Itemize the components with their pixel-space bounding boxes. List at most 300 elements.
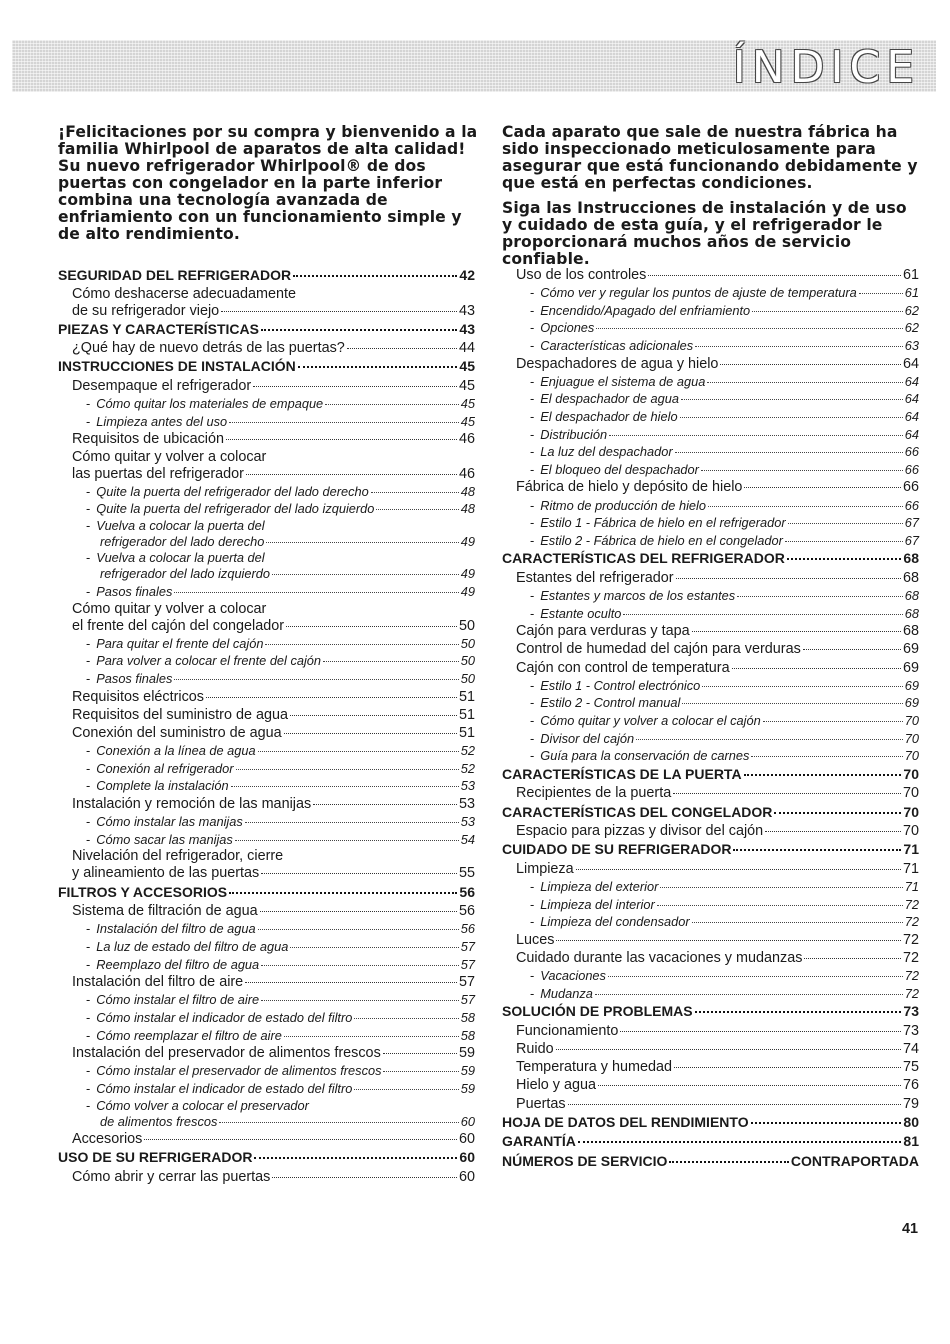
intro-paragraph-2: Siga las Instrucciones de instalación y de uso y cuidado de esta guía, y el refrigerador le proporcionará muchos años de servicio confiable.: [502, 199, 907, 268]
dot-leader: [785, 541, 903, 542]
toc-entry[interactable]: [58, 617, 475, 635]
toc-entry[interactable]: [502, 822, 919, 840]
toc-entry[interactable]: [58, 339, 475, 357]
toc-entry-title: Instalación del preservador de alimentos frescos: [72, 1045, 381, 1062]
dot-leader: [751, 756, 902, 757]
dot-leader: [682, 703, 902, 704]
toc-entry-title: Control de humedad del cajón para verduras: [516, 641, 801, 658]
toc-entry[interactable]: [502, 355, 919, 373]
toc-entry-title: FILTROS Y ACCESORIOS: [58, 883, 228, 900]
toc-entry[interactable]: [502, 569, 919, 587]
toc-entry[interactable]: [58, 565, 475, 583]
toc-entry[interactable]: [502, 860, 919, 878]
toc-page-number: 69: [904, 695, 919, 711]
toc-entry-title: Estilo 2 - Control manual: [540, 695, 681, 711]
toc-entry[interactable]: [58, 706, 475, 724]
toc-page-number: 70: [902, 823, 919, 839]
toc-entry[interactable]: [58, 742, 475, 760]
toc-entry[interactable]: [502, 1095, 919, 1113]
toc-page-number: 51: [458, 688, 475, 705]
dot-leader: [221, 311, 457, 312]
dash-marker: -: [86, 992, 91, 1008]
dash-marker: -: [86, 1009, 91, 1025]
toc-entry-title: Cajón para verduras y tapa: [516, 623, 690, 640]
dot-leader: [254, 1157, 457, 1159]
toc-entry[interactable]: [502, 443, 919, 461]
dash-marker: -: [530, 391, 535, 407]
toc-entry-title: Nivelación del refrigerador, cierre: [72, 848, 284, 865]
dash-marker: -: [530, 302, 535, 318]
toc-entry-title: Cómo instalar las manijas: [96, 814, 243, 830]
toc-entry[interactable]: [58, 973, 475, 991]
toc-entry[interactable]: [58, 1130, 475, 1148]
toc-entry-title: Instalación del filtro de agua: [96, 921, 256, 937]
toc-entry[interactable]: [502, 878, 919, 896]
dot-leader: [692, 922, 903, 923]
toc-section-heading[interactable]: [502, 549, 919, 569]
toc-page-number: 45: [459, 358, 475, 375]
toc-entry[interactable]: [502, 931, 919, 949]
toc-section-heading[interactable]: [502, 1113, 919, 1133]
toc-entry[interactable]: [502, 985, 919, 1003]
dot-leader: [596, 328, 902, 329]
toc-entry[interactable]: [58, 1080, 475, 1098]
dot-leader: [701, 470, 903, 471]
dash-marker: -: [530, 373, 535, 389]
dot-leader: [720, 364, 901, 365]
dot-leader: [229, 422, 459, 423]
toc-entry-line: [58, 286, 475, 302]
toc-entry[interactable]: [502, 302, 919, 320]
toc-entry-title: Cómo quitar y volver a colocar: [72, 448, 267, 465]
toc-entry-title: La luz del despachador: [540, 444, 673, 460]
toc-left-column: [58, 266, 475, 1186]
toc-section-heading[interactable]: [502, 1002, 919, 1022]
dot-leader: [258, 751, 459, 752]
dot-leader: [788, 523, 903, 524]
toc-page-number: 72: [902, 931, 919, 948]
toc-section-heading[interactable]: [58, 266, 475, 286]
toc-entry-title: Complete la instalación: [96, 778, 229, 794]
dot-leader: [258, 929, 459, 930]
toc-entry[interactable]: [502, 266, 919, 284]
toc-entry[interactable]: [502, 913, 919, 931]
toc-entry-title: Funcionamiento: [516, 1022, 619, 1039]
toc-page-number: 45: [460, 413, 475, 429]
toc-entry-title: SOLUCIÓN DE PROBLEMAS: [502, 1003, 693, 1020]
dot-leader: [144, 1139, 457, 1140]
toc-entry[interactable]: [502, 747, 919, 765]
toc-entry[interactable]: [502, 337, 919, 355]
toc-entry[interactable]: [58, 831, 475, 849]
dot-leader: [787, 558, 902, 560]
dash-marker: -: [530, 730, 535, 746]
toc-page-number: 49: [460, 584, 475, 600]
toc-page-number: 61: [902, 267, 919, 283]
toc-entry-title: Estante oculto: [540, 605, 622, 621]
toc-entry-title: Estantes del refrigerador: [516, 569, 674, 586]
toc-entry-title: Vacaciones: [540, 968, 606, 984]
toc-entry-title: Cómo instalar el indicador de estado del filtro: [96, 1009, 353, 1025]
dash-marker: -: [530, 444, 535, 460]
dash-marker: -: [530, 408, 535, 424]
toc-page-number: 43: [458, 302, 475, 319]
toc-entry[interactable]: [58, 724, 475, 742]
toc-page-number: 51: [458, 706, 475, 723]
toc-entry[interactable]: [502, 712, 919, 730]
toc-entry[interactable]: [58, 864, 475, 882]
toc-entry-title: El despachador de agua: [540, 391, 680, 407]
toc-entry[interactable]: [58, 377, 475, 395]
dot-leader: [674, 1067, 901, 1068]
toc-entry-title: Requisitos del suministro de agua: [72, 706, 288, 723]
dot-leader: [568, 1104, 901, 1105]
dot-leader: [556, 940, 901, 941]
dot-leader: [765, 831, 901, 832]
toc-page-number: 55: [458, 865, 475, 882]
toc-entry-line: [58, 550, 475, 565]
dash-marker: -: [86, 550, 91, 566]
toc-page-number: 42: [459, 267, 475, 283]
dot-leader: [774, 812, 901, 814]
toc-entry-title: Sistema de filtración de agua: [72, 903, 258, 920]
dot-leader: [323, 661, 459, 662]
toc-page-number: 48: [460, 501, 475, 517]
dash-marker: -: [86, 814, 91, 830]
toc-entry-title: Divisor del cajón: [540, 730, 635, 746]
toc-page-number: 70: [902, 785, 919, 802]
toc-entry-title: refrigerador del lado izquierdo: [100, 566, 271, 582]
toc-page-number: 45: [458, 377, 475, 394]
toc-page-number: 64: [902, 355, 919, 372]
toc-page-number: 51: [458, 725, 475, 742]
toc-section-heading[interactable]: [58, 1148, 475, 1168]
toc-entry-title: El despachador de hielo: [540, 408, 678, 424]
toc-entry[interactable]: [502, 659, 919, 677]
toc-entry-title: Instalación y remoción de las manijas: [72, 796, 312, 813]
toc-entry[interactable]: [502, 319, 919, 337]
toc-entry[interactable]: [58, 1113, 475, 1131]
toc-entry-title: SEGURIDAD DEL REFRIGERADOR: [58, 267, 292, 283]
toc-page-number: 66: [902, 479, 919, 496]
toc-entry-title: Conexión del suministro de agua: [72, 725, 282, 742]
toc-entry-title: Cómo instalar el indicador de estado del filtro: [96, 1080, 353, 1096]
header-banner: [12, 40, 936, 92]
toc-entry-title: las puertas del refrigerador: [72, 465, 244, 482]
toc-page-number: 68: [903, 550, 919, 567]
toc-entry-title: Instalación del filtro de aire: [72, 974, 244, 991]
toc-entry[interactable]: [502, 587, 919, 605]
dot-leader: [383, 1071, 458, 1072]
toc-entry[interactable]: [502, 622, 919, 640]
dot-leader: [284, 1036, 459, 1037]
toc-entry[interactable]: [58, 813, 475, 831]
dash-marker: -: [86, 938, 91, 954]
toc-entry[interactable]: [502, 390, 919, 408]
toc-entry[interactable]: [58, 1009, 475, 1027]
toc-entry[interactable]: [502, 1058, 919, 1076]
toc-entry[interactable]: [58, 670, 475, 688]
toc-entry-title: Cómo volver a colocar el preservador: [96, 1097, 309, 1113]
toc-page-number: 69: [904, 677, 919, 693]
dot-leader: [383, 1053, 457, 1054]
toc-entry-title: Quite la puerta del refrigerador del lado derecho: [96, 483, 369, 499]
dot-leader: [261, 329, 457, 331]
toc-entry[interactable]: [502, 949, 919, 967]
dash-marker: -: [86, 760, 91, 776]
dot-leader: [290, 947, 458, 948]
toc-page-number: 60: [459, 1149, 475, 1166]
toc-page-number: 57: [460, 992, 475, 1008]
toc-entry[interactable]: [58, 395, 475, 413]
dash-marker: -: [530, 532, 535, 548]
toc-entry[interactable]: [58, 1062, 475, 1080]
toc-entry[interactable]: [502, 694, 919, 712]
toc-entry[interactable]: [58, 430, 475, 448]
toc-page-number: 62: [904, 320, 919, 336]
dash-marker: -: [86, 778, 91, 794]
dot-leader: [608, 976, 903, 977]
toc-page-number: 73: [902, 1022, 919, 1039]
toc-entry[interactable]: [502, 1040, 919, 1058]
toc-entry-title: Estantes y marcos de los estantes: [540, 588, 736, 604]
toc-entry[interactable]: [58, 795, 475, 813]
toc-entry[interactable]: [502, 373, 919, 391]
toc-entry[interactable]: [58, 465, 475, 483]
toc-entry-title: ¿Qué hay de nuevo detrás de las puertas?: [72, 340, 345, 357]
toc-entry[interactable]: [58, 688, 475, 706]
dot-leader: [576, 869, 901, 870]
toc-entry[interactable]: [502, 497, 919, 515]
dash-marker: -: [530, 285, 535, 301]
dot-leader: [744, 487, 901, 488]
toc-entry[interactable]: [58, 635, 475, 653]
toc-entry[interactable]: [502, 1076, 919, 1094]
toc-entry[interactable]: [58, 483, 475, 501]
toc-entry-title: Encendido/Apagado del enfriamiento: [540, 302, 751, 318]
dot-leader: [219, 1122, 458, 1123]
toc-page-number: 70: [904, 713, 919, 729]
toc-entry[interactable]: [502, 478, 919, 496]
dot-leader: [293, 275, 457, 277]
toc-section-heading[interactable]: [58, 357, 475, 377]
toc-entry[interactable]: [502, 784, 919, 802]
toc-page-number: 59: [460, 1063, 475, 1079]
dot-leader: [675, 452, 903, 453]
toc-entry[interactable]: [58, 500, 475, 518]
toc-entry-title: Quite la puerta del refrigerador del lado izquierdo: [96, 501, 375, 517]
dash-marker: -: [530, 878, 535, 894]
toc-page-number: 50: [458, 617, 475, 634]
dot-leader: [859, 293, 903, 294]
page-number: 41: [901, 1221, 918, 1237]
dash-marker: -: [530, 515, 535, 531]
toc-entry[interactable]: [58, 956, 475, 974]
toc-entry[interactable]: [502, 896, 919, 914]
toc-page-number: 81: [903, 1133, 919, 1150]
toc-entry[interactable]: [58, 1168, 475, 1186]
toc-section-heading[interactable]: [502, 1152, 919, 1172]
toc-entry[interactable]: [58, 533, 475, 551]
dot-leader: [680, 417, 903, 418]
toc-entry[interactable]: [502, 967, 919, 985]
toc-entry-title: Espacio para pizzas y divisor del cajón: [516, 823, 764, 839]
dot-leader: [261, 965, 459, 966]
dot-leader: [702, 686, 902, 687]
toc-page-number: 68: [904, 588, 919, 604]
toc-page-number: 49: [460, 533, 475, 549]
toc-entry[interactable]: [502, 640, 919, 658]
toc-entry-title: CARACTERÍSTICAS DEL REFRIGERADOR: [502, 550, 785, 567]
toc-entry-title: El bloqueo del despachador: [540, 461, 699, 477]
toc-entry-title: refrigerador del lado derecho: [100, 533, 265, 549]
toc-entry-title: Limpieza: [516, 860, 574, 877]
toc-page-number: 72: [904, 985, 919, 1001]
toc-entry-title: Limpieza del interior: [540, 896, 655, 912]
page-title: ÍNDICE: [732, 42, 920, 93]
toc-entry-title: Reemplazo del filtro de agua: [96, 956, 260, 972]
toc-section-heading[interactable]: [58, 320, 475, 340]
toc-page-number: 68: [902, 569, 919, 586]
toc-page-number: 49: [460, 566, 475, 582]
toc-entry-title: Limpieza del condensador: [540, 914, 690, 930]
toc-entry-title: el frente del cajón del congelador: [72, 617, 285, 634]
toc-entry-title: Cuidado durante las vacaciones y mudanzas: [516, 949, 803, 966]
toc-page-number: 58: [460, 1009, 475, 1025]
toc-entry[interactable]: [58, 991, 475, 1009]
toc-page-number: 80: [903, 1113, 919, 1130]
dot-leader: [804, 958, 901, 959]
toc-page-number: 79: [902, 1095, 919, 1112]
dot-leader: [354, 1089, 458, 1090]
toc-entry[interactable]: [502, 426, 919, 444]
toc-entry[interactable]: [58, 760, 475, 778]
toc-page-number: 50: [460, 671, 475, 687]
toc-entry-title: La luz de estado del filtro de agua: [96, 938, 289, 954]
toc-entry[interactable]: [502, 605, 919, 623]
dash-marker: -: [86, 413, 91, 429]
toc-entry[interactable]: [58, 1027, 475, 1045]
toc-entry-title: NÚMEROS DE SERVICIO: [502, 1152, 668, 1169]
toc-entry-title: Estilo 1 - Fábrica de hielo en el refrigerador: [540, 515, 786, 531]
toc-entry[interactable]: [58, 902, 475, 920]
dot-leader: [298, 366, 458, 368]
toc-entry-title: Pasos finales: [96, 671, 173, 687]
dot-leader: [261, 1000, 459, 1001]
toc-entry[interactable]: [502, 408, 919, 426]
toc-entry-title: de su refrigerador viejo: [72, 302, 220, 319]
dash-marker: -: [86, 635, 91, 651]
toc-entry-title: Guía para la conservación de carnes: [540, 748, 750, 764]
dash-marker: -: [86, 396, 91, 412]
dot-leader: [636, 739, 903, 740]
toc-entry-title: Despachadores de agua y hielo: [516, 355, 719, 372]
toc-entry-title: Fábrica de hielo y depósito de hielo: [516, 479, 743, 496]
toc-entry-title: Conexión a la línea de agua: [96, 743, 256, 759]
dot-leader: [681, 399, 903, 400]
toc-entry[interactable]: [502, 677, 919, 695]
toc-entry-title: Cómo deshacerse adecuadamente: [72, 285, 296, 302]
toc-entry-title: Cómo quitar y volver a colocar: [72, 600, 267, 617]
toc-entry[interactable]: [58, 583, 475, 601]
toc-entry-line: [58, 848, 475, 864]
toc-page-number: 48: [460, 483, 475, 499]
toc-entry[interactable]: [58, 777, 475, 795]
toc-entry[interactable]: [58, 1044, 475, 1062]
dot-leader: [751, 1122, 902, 1124]
dot-leader: [648, 275, 901, 276]
toc-page-number: 66: [904, 444, 919, 460]
toc-page-number: 50: [460, 635, 475, 651]
toc-entry[interactable]: [58, 413, 475, 431]
dot-leader: [236, 769, 459, 770]
dash-marker: -: [86, 1080, 91, 1096]
dash-marker: -: [86, 743, 91, 759]
toc-page-number: 56: [458, 903, 475, 920]
dot-leader: [692, 631, 901, 632]
dot-leader: [556, 1049, 901, 1050]
toc-page-number: 66: [904, 461, 919, 477]
toc-page-number: 50: [460, 653, 475, 669]
dash-marker: -: [530, 426, 535, 442]
toc-page-number: 52: [460, 760, 475, 776]
toc-entry[interactable]: [502, 514, 919, 532]
intro-paragraph: ¡Felicitaciones por su compra y bienvenido a la familia Whirlpool de aparatos de alta calidad! Su nuevo refrigerador Whirlpool® de dos puertas con congelador en la parte inferior combina una tecnología avanzada de enfriamiento con un funcionamiento simple y de alto rendimiento.: [58, 123, 478, 243]
dot-leader: [253, 386, 457, 387]
toc-entry[interactable]: [502, 461, 919, 479]
toc-right-column: [502, 266, 919, 1171]
toc-section-heading[interactable]: [502, 1132, 919, 1152]
toc-entry[interactable]: [58, 302, 475, 320]
dash-marker: -: [530, 985, 535, 1001]
toc-section-heading[interactable]: [502, 803, 919, 823]
intro-paragraph-1: Cada aparato que sale de nuestra fábrica ha sido inspeccionado meticulosamente para asegurar que está funcionando debidamente y que está en perfectas condiciones.: [502, 123, 918, 192]
toc-entry-title: HOJA DE DATOS DEL RENDIMIENTO: [502, 1113, 749, 1130]
dot-leader: [313, 804, 457, 805]
toc-entry-title: Cómo abrir y cerrar las puertas: [72, 1168, 271, 1185]
dash-marker: -: [530, 337, 535, 353]
toc-entry[interactable]: [58, 652, 475, 670]
dash-marker: -: [530, 677, 535, 693]
toc-section-heading[interactable]: [502, 840, 919, 860]
toc-entry-title: Mudanza: [540, 985, 593, 1001]
toc-section-heading[interactable]: [502, 765, 919, 785]
toc-entry[interactable]: [502, 1022, 919, 1040]
toc-page-number: 57: [460, 938, 475, 954]
toc-entry-title: Requisitos de ubicación: [72, 431, 224, 448]
toc-entry[interactable]: [502, 730, 919, 748]
toc-entry[interactable]: [58, 938, 475, 956]
dot-leader: [260, 911, 457, 912]
toc-page-number: 45: [460, 396, 475, 412]
dot-leader: [246, 474, 457, 475]
toc-entry[interactable]: [502, 532, 919, 550]
dash-marker: -: [86, 483, 91, 499]
toc-entry[interactable]: [58, 920, 475, 938]
toc-section-heading[interactable]: [58, 883, 475, 903]
toc-page-number: 72: [904, 896, 919, 912]
toc-entry[interactable]: [502, 284, 919, 302]
toc-entry-title: Desempaque el refrigerador: [72, 377, 252, 394]
toc-page-number: 43: [459, 320, 475, 337]
dash-marker: -: [530, 320, 535, 336]
dot-leader: [371, 492, 459, 493]
toc-entry-title: Hielo y agua: [516, 1077, 596, 1094]
toc-entry-title: Estilo 1 - Control electrónico: [540, 677, 701, 693]
toc-entry-line: [58, 601, 475, 617]
toc-page-number: 64: [904, 408, 919, 424]
toc-page-number: 64: [904, 426, 919, 442]
